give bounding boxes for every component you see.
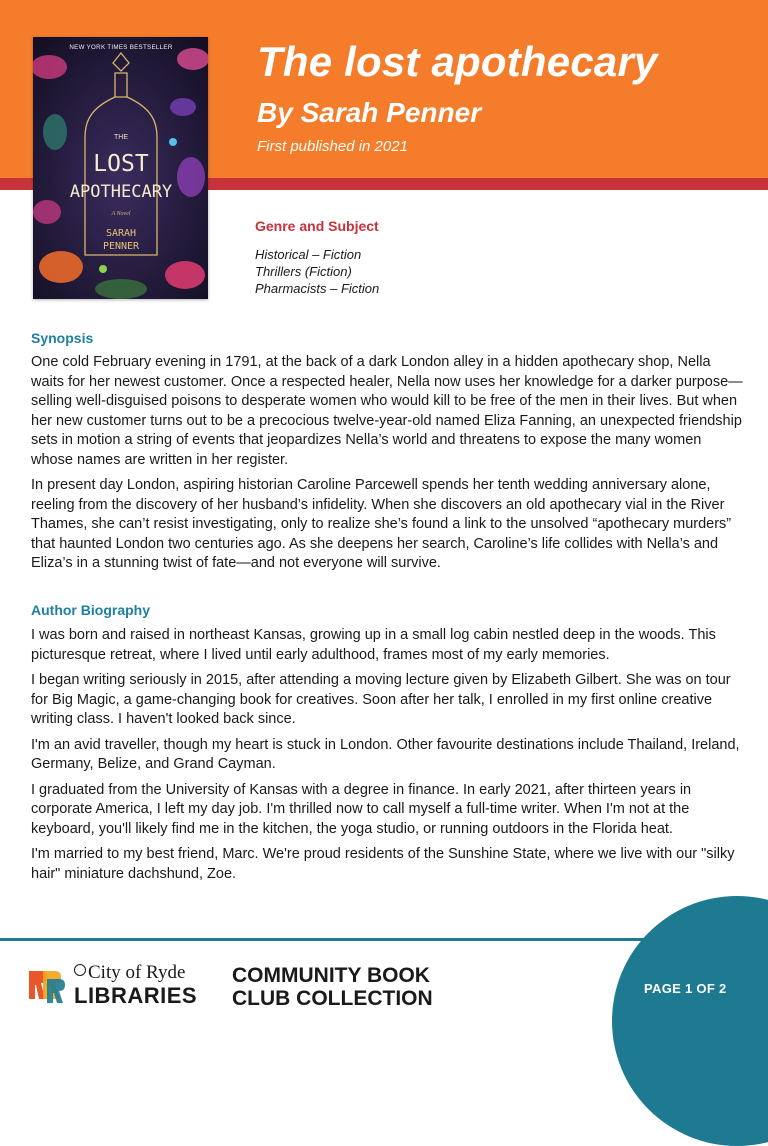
biography-paragraph: I was born and raised in northeast Kansas, growing up in a small log cabin nestled deep in the woods. This picturesque retreat, where I lived until early adulthood, frames most of my early memories.: [31, 627, 716, 663]
city-of-ryde-logo-icon: [27, 965, 67, 1005]
synopsis-body: [31, 353, 746, 580]
biography-paragraph: I'm an avid traveller, though my heart is stuck in London. Other favourite destinations include Thailand, Ireland, Germany, Belize, and Grand Cayman.: [31, 736, 740, 772]
logo-wordmark: LIBRARIES: [74, 983, 198, 1008]
collection-line-1: COMMUNITY BOOK: [232, 964, 430, 987]
synopsis-heading: Synopsis: [31, 330, 94, 346]
seal-icon: [74, 964, 86, 976]
genre-item: Pharmacists – Fiction: [255, 281, 380, 296]
collection-line-2: CLUB COLLECTION: [232, 987, 433, 1010]
cover-author-first: SARAH: [105, 228, 137, 239]
biography-paragraph: I'm married to my best friend, Marc. We're proud residents of the Sunshine State, where we live with our "silky hair" miniature dachshund, Zoe.: [31, 846, 735, 882]
biography-paragraph: I graduated from the University of Kansas with a degree in finance. In early 2021, after thirteen years in corporate America, I left my day job. I'm thrilled now to call myself a full-time writer. When I'm not at the keyboard, you'll likely find me in the kitchen, the yoga studio, or running outdoors in the Florida heat.: [31, 781, 692, 837]
genre-item: Historical – Fiction: [255, 247, 362, 262]
cover-subtitle: A Novel: [111, 211, 131, 217]
page-badge: [612, 896, 768, 1146]
book-cover-image: [33, 37, 208, 299]
collection-label: [232, 964, 433, 1010]
book-author: By Sarah Penner: [257, 97, 482, 128]
biography-body: [31, 626, 746, 890]
cover-badge: NEW YORK TIMES BESTSELLER: [69, 44, 173, 51]
page-indicator: PAGE 1 OF 2: [644, 981, 727, 996]
logo-subtitle: City of Ryde: [88, 962, 186, 983]
cover-author-last: PENNER: [102, 241, 140, 252]
book-title: The lost apothecary: [257, 38, 658, 85]
genre-item: Thrillers (Fiction): [255, 264, 352, 279]
biography-heading: Author Biography: [31, 602, 150, 618]
cover-title-the: THE: [114, 134, 128, 141]
genre-list: [255, 246, 379, 297]
synopsis-paragraph: In present day London, aspiring historian Caroline Parcewell spends her tenth wedding anniversary alone, reeling from the discovery of her husband’s infidelity. When she discovers an old apothecary vial in the River Thames, she can’t resist investigating, only to realize she’s found a link to the unsolved “apothecary murders” that haunted London two centuries ago. As she deepens her search, Caroline’s life collides with Nella’s and Eliza’s in a stunning twist of fate—and not everyone will survive.: [31, 477, 732, 571]
synopsis-paragraph: One cold February evening in 1791, at the back of a dark London alley in a hidden apothecary shop, Nella waits for her newest customer. Once a respected healer, Nella now uses her knowledge for a darker purpose—selling well-disguised poisons to desperate women who would kill to be free of the men in their lives. But when her new customer turns out to be a precocious twelve-year-old named Eliza Fanning, an unexpected friendship sets in motion a string of events that jeopardizes Nella’s world and threatens to expose the many women whose names are written in her register.: [31, 354, 743, 468]
genre-heading: Genre and Subject: [255, 218, 379, 234]
publication-year: First published in 2021: [257, 138, 408, 155]
cover-title-apothecary: APOTHECARY: [69, 182, 173, 202]
cover-title-lost: LOST: [93, 151, 149, 177]
biography-paragraph: I began writing seriously in 2015, after attending a moving lecture given by Elizabeth Gilbert. She was on tour for Big Magic, a game-changing book for creatives. Soon after her talk, I enrolled in my first online creative writing class. I haven't looked back since.: [31, 672, 731, 727]
